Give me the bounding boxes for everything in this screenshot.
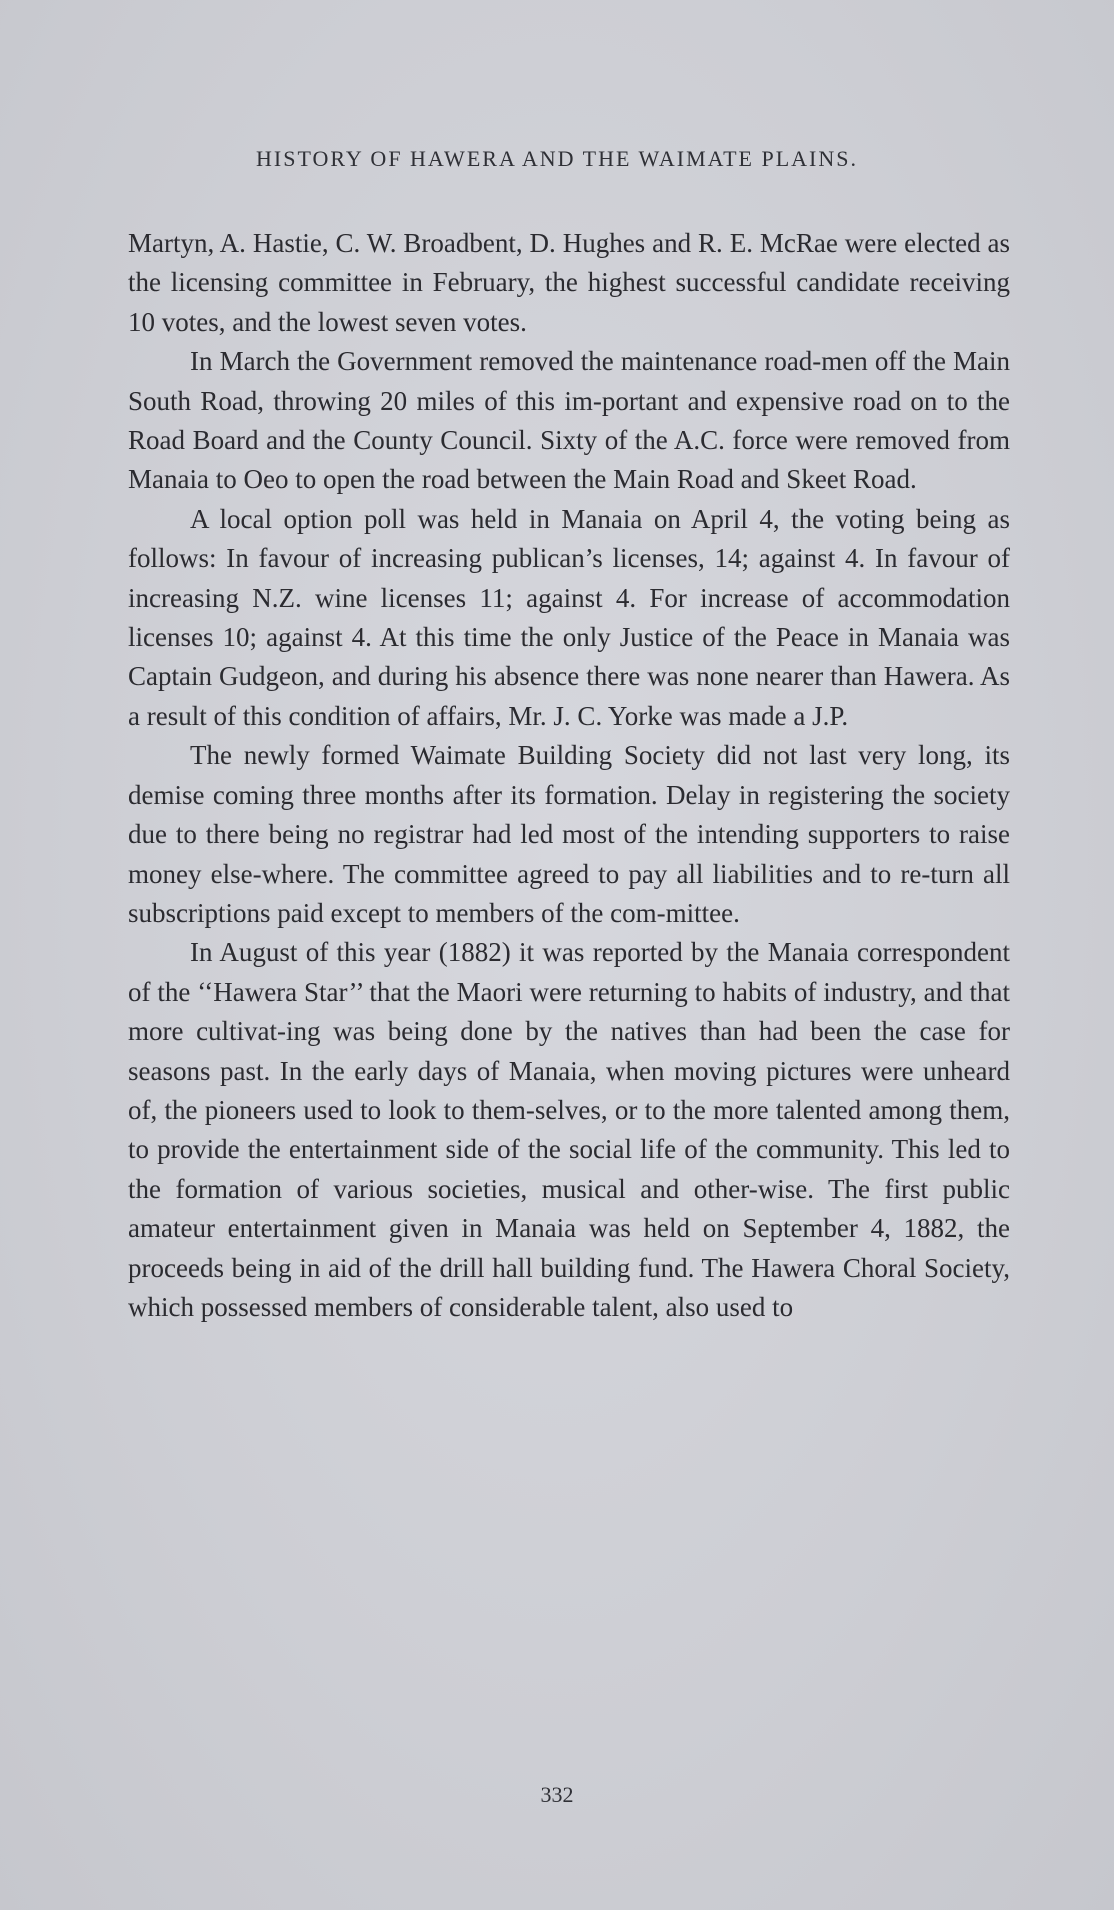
paragraph-continuation: Martyn, A. Hastie, C. W. Broadbent, D. Hughes and R. E. McRae were elected as the licensing committee in February, the highest successful candidate receiving 10 votes, and the lowest seven votes. <box>128 228 1010 337</box>
paragraph: The newly formed Waimate Building Society did not last very long, its demise coming three months after its formation. Delay in registering the society due to there being no registrar had led most of the intending supporters to raise money else-where. The committee agreed to pay all liabilities and to re-turn all subscriptions paid except to members of the com-mittee. <box>128 740 1010 928</box>
page-number: 332 <box>540 1782 574 1807</box>
paragraph: In August of this year (1882) it was reported by the Manaia correspondent of the ‘‘Hawera Star’’ that the Maori were returning to habits of industry, and that more cultivat-ing was being done by the natives than had been the case for seasons past. In the early days of Manaia, when moving pictures were unheard of, the pioneers used to look to them-selves, or to the more talented among them, to provide the entertainment side of the social life of the community. This led to the formation of various societies, musical and other-wise. The first public amateur entertainment given in Manaia was held on September 4, 1882, the proceeds being in aid of the drill hall building fund. The Hawera Choral Society, which possessed members of considerable talent, also used to <box>128 937 1010 1322</box>
paragraph: In March the Government removed the maintenance road-men off the Main South Road, throwing 20 miles of this im-portant and expensive road on to the Road Board and the County Council. Sixty of the A.C. force were removed from Manaia to Oeo to open the road between the Main Road and Skeet Road. <box>128 346 1010 495</box>
running-head: HISTORY OF HAWERA AND THE WAIMATE PLAINS. <box>256 146 858 171</box>
paragraph: A local option poll was held in Manaia on April 4, the voting being as follows: In favour of increasing publican’s licenses, 14; against 4. In favour of increasing N.Z. wine licenses 11; against 4. For increase of accommodation licenses 10; against 4. At this time the only Justice of the Peace in Manaia was Captain Gudgeon, and during his absence there was none nearer than Hawera. As a result of this condition of affairs, Mr. J. C. Yorke was made a J.P. <box>128 503 1010 731</box>
body-text <box>128 224 1010 1327</box>
